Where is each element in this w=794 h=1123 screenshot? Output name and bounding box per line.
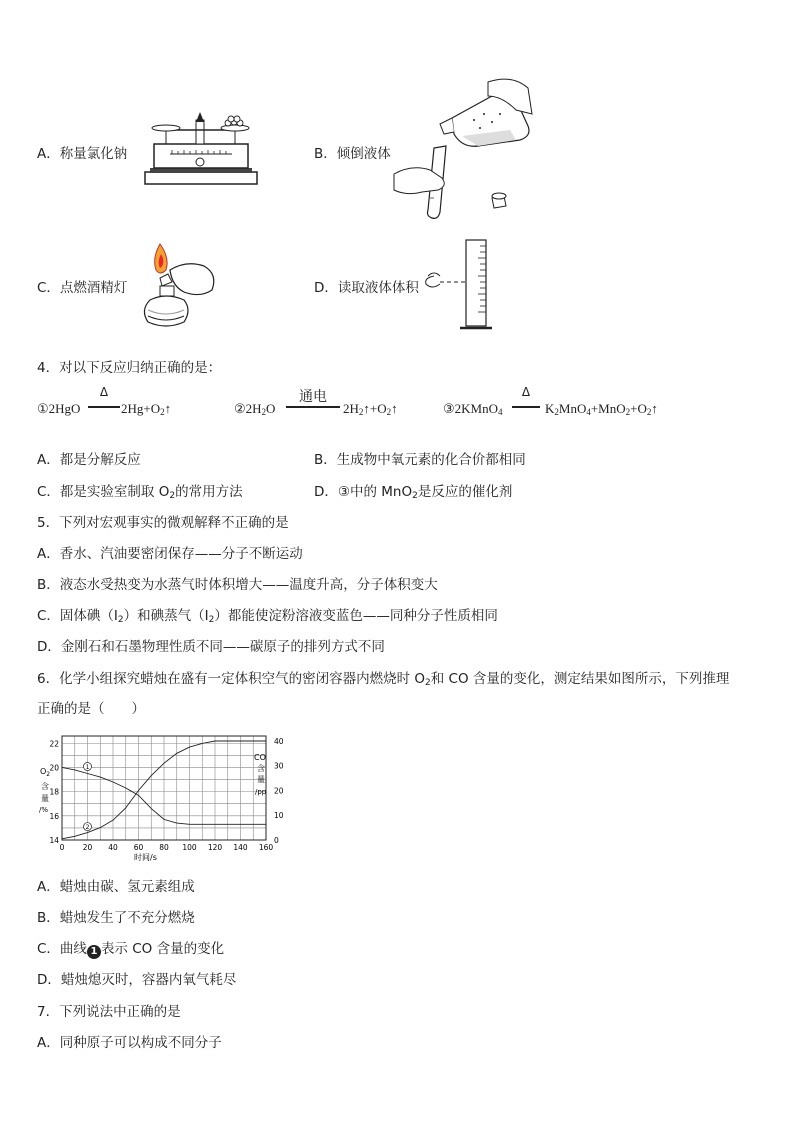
right-axis-label-2: 含 xyxy=(257,764,265,773)
q6-option-b: B．蜡烛发生了不充分燃烧 xyxy=(37,910,195,926)
x-tick-labels xyxy=(60,843,274,852)
equation-3: ③2KMnO$_4$ xyxy=(443,401,503,417)
equation-2-condition: 通电 xyxy=(299,389,327,405)
left-axis-label-o2: $O_2$ xyxy=(40,767,51,778)
pouring-liquid-image xyxy=(392,74,532,216)
q4-option-b: B．生成物中氧元素的化合价都相同 xyxy=(314,452,526,468)
q3-option-c: C．点燃酒精灯 xyxy=(37,280,128,296)
left-y-tick-label: 14 xyxy=(49,836,59,845)
x-axis-label: 时间/s xyxy=(134,853,157,862)
right-y-tick-labels xyxy=(274,737,284,845)
q4-option-d: D．③中的 MnO$_2$是反应的催化剂 xyxy=(314,484,513,501)
q6-option-c: C．曲线 1 表示 CO 含量的变化 xyxy=(37,941,225,957)
q4-stem: 4．对以下反应归纳正确的是： xyxy=(37,360,222,376)
right-y-tick-label: 0 xyxy=(274,836,279,845)
left-y-tick-label: 16 xyxy=(49,811,59,821)
right-axis-label-3: 量 xyxy=(257,775,265,784)
curve-2-label: 2 xyxy=(85,824,90,832)
q6-stem-line1: 6．化学小组探究蜡烛在盛有一定体积空气的密闭容器内燃烧时 $O_2$和 CO 含量的变化，测定结果如图所示，下列推理 xyxy=(37,671,730,688)
right-y-tick-label: 30 xyxy=(274,761,284,771)
q7-stem: 7．下列说法中正确的是 xyxy=(37,1004,181,1020)
q6-option-d: D．蜡烛熄灭时，容器内氧气耗尽 xyxy=(37,972,237,988)
left-axis-label-unit: /% xyxy=(39,806,49,814)
q7-option-a: A．同种原子可以构成不同分子 xyxy=(37,1035,222,1051)
right-y-tick-label: 20 xyxy=(274,786,284,796)
right-axis-label-co: CO xyxy=(254,753,266,762)
left-y-tick-labels xyxy=(49,739,59,845)
equation-3-condition: Δ xyxy=(521,385,531,399)
left-axis-label-3: 量 xyxy=(41,794,49,803)
right-y-tick-label: 40 xyxy=(274,736,284,746)
o2-co-chart xyxy=(36,722,284,864)
q6-option-a: A．蜡烛由碳、氢元素组成 xyxy=(37,879,195,895)
q4-option-c: C．都是实验室制取 $O_2$的常用方法 xyxy=(37,484,243,501)
alcohol-lamp-image xyxy=(126,240,218,332)
x-tick-label: 100 xyxy=(182,843,197,852)
q5-option-d: D．金刚石和石墨物理性质不同——碳原子的排列方式不同 xyxy=(37,639,385,655)
equation-2-products: $2H_2↑+O_2↑$ xyxy=(343,401,398,417)
equation-1: ①2HgO xyxy=(37,401,81,416)
q5-stem: 5．下列对宏观事实的微观解释不正确的是 xyxy=(37,515,289,531)
equation-2: $②2H_2O$ xyxy=(234,401,276,417)
q3-option-d: D．读取液体体积 xyxy=(314,280,419,296)
equation-2-equals xyxy=(286,406,340,408)
x-tick-label: 160 xyxy=(258,843,274,852)
q3-option-a: A．称量氯化钠 xyxy=(37,146,128,162)
x-tick-label: 20 xyxy=(82,843,93,852)
x-tick-label: 80 xyxy=(159,843,169,852)
q4-option-a: A．都是分解反应 xyxy=(37,452,141,468)
right-axis-label-unit: /pp xyxy=(255,788,267,796)
x-tick-label: 40 xyxy=(108,843,118,852)
curve-1-marker: 1 xyxy=(87,945,101,959)
equation-1-products: $2Hg+O_2↑$ xyxy=(121,401,172,417)
equation-3-products: $K_2MnO_4+MnO_2+O_2↑$ xyxy=(545,401,658,417)
equation-3-equals xyxy=(512,406,540,408)
q3-option-b: B．倾倒液体 xyxy=(314,146,391,162)
x-tick-label: 60 xyxy=(133,843,144,852)
left-axis-label-2: 含 xyxy=(41,782,49,791)
q5-option-a: A．香水、汽油要密闭保存——分子不断运动 xyxy=(37,546,303,562)
q5-option-c: C．固体碘$(I_2)$和碘蒸气$(I_2)$都能使淀粉溶液变蓝色——同种分子性质相同 xyxy=(37,608,498,625)
q5-option-b: B．液态水受热变为水蒸气时体积增大——温度升高，分子体积变大 xyxy=(37,577,438,593)
equation-1-equals xyxy=(88,406,120,408)
equation-1-condition: Δ xyxy=(99,385,109,399)
left-y-tick-label: 22 xyxy=(49,739,59,749)
x-tick-label: 120 xyxy=(207,843,223,852)
q6-stem-line2: 正确的是（ ） xyxy=(37,701,145,717)
left-y-tick-label: 20 xyxy=(49,763,59,773)
balance-image xyxy=(140,108,262,188)
curve-1-label: 1 xyxy=(85,763,90,771)
x-tick-label: 0 xyxy=(59,843,65,852)
left-y-tick-label: 18 xyxy=(49,787,59,797)
x-tick-label: 140 xyxy=(233,843,248,852)
measuring-cylinder-image xyxy=(420,236,500,334)
right-y-tick-label: 10 xyxy=(274,811,284,821)
